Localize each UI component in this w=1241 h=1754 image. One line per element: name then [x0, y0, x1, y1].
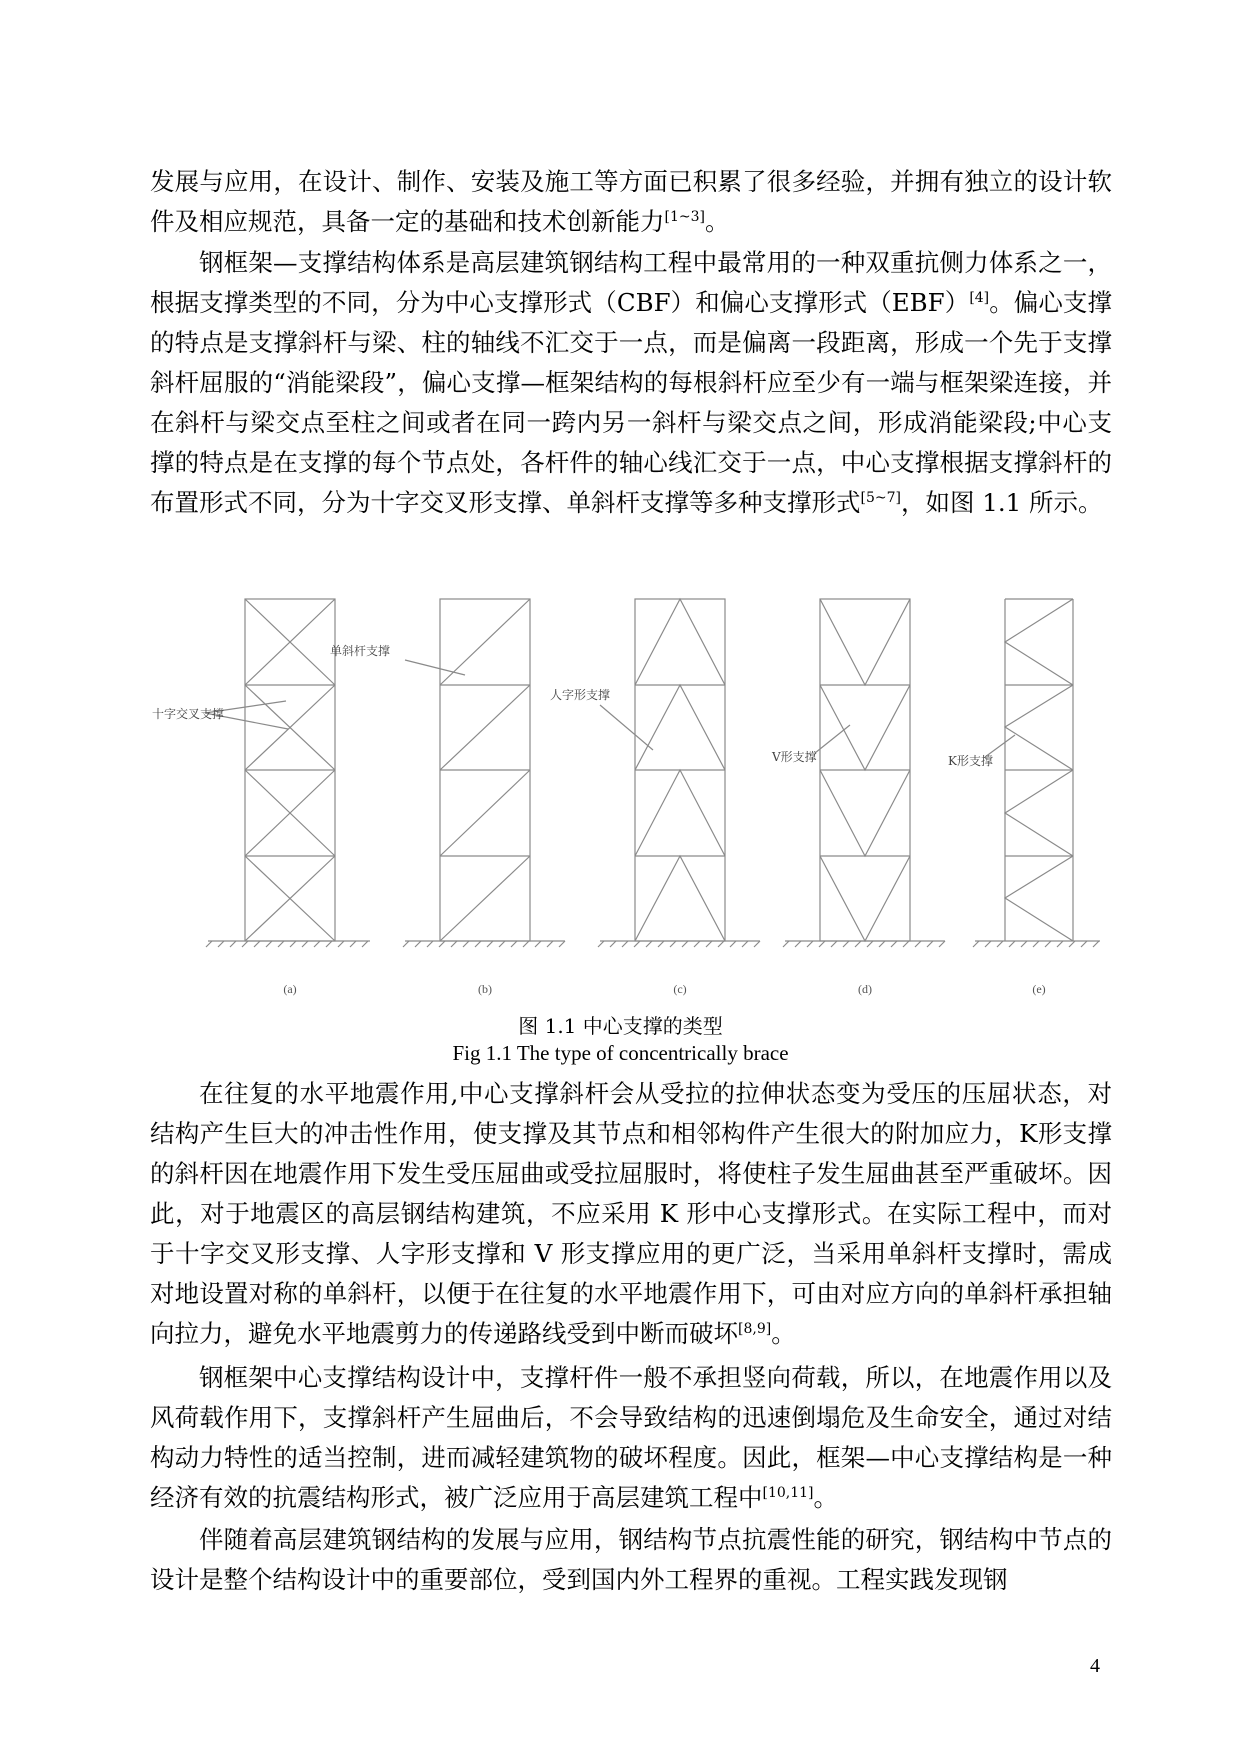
sublabel-b: (b) [478, 982, 492, 996]
label-cross-bracing: 十字交叉支撑 [152, 707, 225, 721]
paragraph-text: 在往复的水平地震作用,中心支撑斜杆会从受拉的拉伸状态变为受压的压屈状态，对结构产生巨大的冲击性作用，使支撑及其节点和相邻构件产生很大的附加应力，K形支撑的斜杆因在地震作用下发生受压屈曲或受拉屈服时，将使柱子发生屈曲甚至严重破坏。因此，对于地震区的高层钢结构建筑，不应采用 K 形中心支撑形式。在实际工程中，而对于十字交叉形支撑、人字形支撑和 V 形支撑应用的更广泛，当采用单斜杆支撑时，需成对地设置对称的单斜杆，以便于在往复的水平地震作用下，可由对应方向的单斜杆承担轴向拉力，避免水平地震剪力的传递路线受到中断而破坏 [150, 1079, 1112, 1348]
sublabel-e: (e) [1032, 982, 1046, 996]
paragraph-text: 钢框架中心支撑结构设计中，支撑杆件一般不承担竖向荷载，所以，在地震作用以及风荷载作用下，支撑斜杆产生屈曲后，不会导致结构的迅速倒塌危及生命安全，通过对结构动力特性的适当控制，进而减轻建筑物的破坏程度。因此，框架—中心支撑结构是一种经济有效的抗震结构形式，被广泛应用于高层建筑工程中 [150, 1363, 1112, 1512]
citation-ref: [8,9] [738, 1321, 772, 1337]
frame-d-v-bracing [815, 599, 910, 941]
paragraph-text: 发展与应用，在设计、制作、安装及施工等方面已积累了很多经验，并拥有独立的设计软件及相应规范，具备一定的基础和技术创新能力 [150, 167, 1112, 236]
label-v-bracing: V形支撑 [772, 750, 817, 764]
label-chevron-bracing: 人字形支撑 [550, 688, 611, 702]
frame-c-chevron-bracing [600, 599, 725, 941]
page-number: 4 [1090, 1655, 1100, 1677]
paragraph-text: ，如图 1.1 所示。 [900, 488, 1103, 517]
citation-ref: [1~3] [664, 209, 705, 225]
paragraph-text: 钢框架—支撑结构体系是高层建筑钢结构工程中最常用的一种双重抗侧力体系之一，根据支撑类型的不同，分为中心支撑形式（CBF）和偏心支撑形式（EBF） [150, 248, 1112, 317]
citation-ref: [5~7] [860, 490, 901, 506]
label-k-bracing: K形支撑 [948, 754, 993, 768]
figure-concentric-brace-types [152, 595, 1120, 996]
paragraph-text: 。 [704, 207, 730, 236]
paragraph-text: 伴随着高层建筑钢结构的发展与应用，钢结构节点抗震性能的研究，钢结构中节点的设计是整个结构设计中的重要部位，受到国内外工程界的重视。工程实践发现钢 [150, 1525, 1112, 1594]
sublabel-d: (d) [858, 982, 872, 996]
paragraph-seismic-behavior [150, 1074, 1112, 1354]
ground-supports [206, 941, 1100, 947]
label-single-diagonal: 单斜杆支撑 [330, 644, 391, 658]
sublabel-c: (c) [673, 982, 687, 996]
citation-ref: [10,11] [762, 1485, 814, 1501]
figure-caption-en: Fig 1.1 The type of concentrically brace [452, 1041, 789, 1065]
paragraph-text: 。偏心支撑的特点是支撑斜杆与梁、柱的轴线不汇交于一点，而是偏离一段距离，形成一个先于支撑斜杆屈服的“消能梁段”，偏心支撑—框架结构的每根斜杆应至少有一端与框架梁连接，并在斜杆与梁交点至柱之间或者在同一跨内另一斜杆与梁交点之间，形成消能梁段;中心支撑的特点是在支撑的每个节点处，各杆件的轴心线汇交于一点，中心支撑根据支撑斜杆的布置形式不同，分为十字交叉形支撑、单斜杆支撑等多种支撑形式 [150, 288, 1113, 517]
figure-caption-zh: 图 1.1 中心支撑的类型 [518, 1014, 723, 1038]
paragraph-node-research [150, 1520, 1112, 1600]
sublabel-a: (a) [283, 982, 297, 996]
paragraph-text: 。 [771, 1319, 796, 1348]
citation-ref: [4] [969, 290, 990, 306]
paragraph-bracing-systems [150, 243, 1112, 523]
paragraph-design-notes [150, 1358, 1112, 1518]
paragraph-intro [150, 162, 1112, 242]
paragraph-text: 。 [813, 1483, 839, 1512]
frame-b-single-diagonal [405, 599, 530, 941]
frame-e-k-bracing [985, 599, 1073, 941]
frame-a-cross-bracing [205, 599, 335, 941]
